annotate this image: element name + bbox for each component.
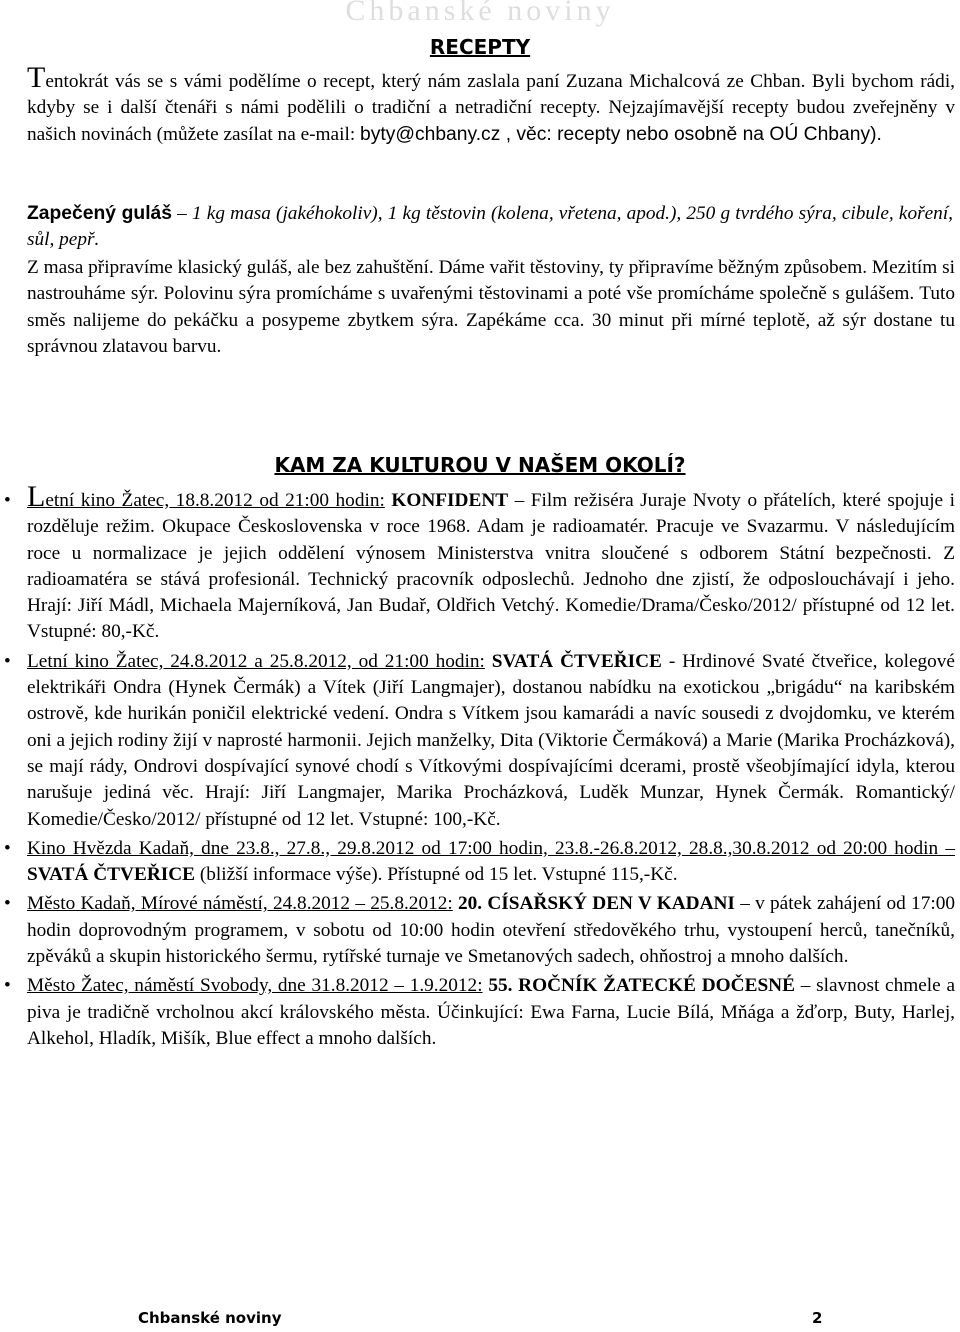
event-item — [0, 480, 960, 646]
event-title: SVATÁ ČTVEŘICE — [491, 650, 662, 672]
bullet: • — [4, 490, 11, 511]
event-title: SVATÁ ČTVEŘICE — [27, 864, 196, 886]
event-description: – Film režiséra Juraje Nvoty o přátelích, které spojuje i rozděluje režim. Okupace Československa v roce 1968. Adam je radioamatér. Pracuje ve Svazarmu. V následujícím roce u normalizace je jejich oddělení výnosem Ministerstva vnitra sloučené s odborem Státní bezpečnosti. Z radioamatéra se stává profesionál. Technický pracovník odposlechů. Jednoho dne zjistí, že odposlouchávají i jeho. Hrají: Jiří Mádl, Michaela Majerníková, Jan Budař, Oldřich Vetchý. Komedie/Drama/Česko/2012/ přístupné od 12 let. Vstupné: 80,-Kč. — [27, 490, 955, 643]
event-list — [0, 480, 960, 1052]
event-item — [0, 973, 960, 1052]
footer-title: Chbanské noviny — [138, 1309, 282, 1327]
recipe-method-text: Z masa připravíme klasický guláš, ale bez zahuštění. Dáme vařit těstoviny, ty připravíme běžným způsobem. Mezitím si nastrouháme sýr. Polovinu sýra promícháme s uvařenými těstovinami a poté vše promícháme společně s gulášem. Tuto směs nalijeme do pekáčku a posypeme zbytkem sýra. Zapékáme cca. 30 minut při mírné teplotě, až sýr dostane tu správnou zlatavou barvu. — [27, 257, 955, 357]
intro-contact: byty@chbany.cz , věc: recepty nebo osobně na OÚ Chbany). — [360, 123, 882, 145]
recipe-name: Zapečený guláš — [27, 203, 173, 224]
event-description: (bližší informace výše). Přístupné od 15 let. Vstupné 115,-Kč. — [195, 864, 678, 886]
event-venue: etní kino Žatec, 18.8.2012 od 21:00 hodin: — [45, 490, 385, 511]
page-footer — [0, 1309, 960, 1331]
bullet: • — [4, 837, 11, 859]
masthead: Chbanské noviny — [345, 0, 615, 27]
bullet: • — [4, 650, 11, 672]
event-venue: Kino Hvězda Kadaň, dne 23.8., 27.8., 29.8.2012 od 17:00 hodin, 23.8.-26.8.2012, 28.8.,30.8.2012 od 20:00 hodin – — [27, 837, 955, 859]
recipe-method — [27, 255, 955, 360]
event-title: 20. CÍSAŘSKÝ DEN V KADANI — [458, 893, 735, 915]
recipe-ingredients — [27, 201, 953, 254]
dropcap: T — [27, 61, 46, 94]
culture-heading: KAM ZA KULTUROU V NAŠEM OKOLÍ? — [274, 453, 686, 477]
event-venue: Letní kino Žatec, 24.8.2012 a 25.8.2012, od 21:00 hodin: — [27, 650, 485, 672]
event-item — [0, 649, 960, 833]
recipes-heading: RECEPTY — [429, 35, 531, 59]
page-number: 2 — [812, 1309, 823, 1327]
event-title: KONFIDENT — [391, 490, 509, 511]
intro-text: entokrát vás se s vámi podělíme o recept, který nám zaslala paní Zuzana Michalcová ze Chban. Byli bychom rádi, kdyby se i další čtenáři s námi podělili o tradiční a netradiční recepty. Nejzajímavější recepty budou zveřejněny v našich novinách (můžete zasílat na e-mail: — [27, 71, 955, 145]
event-item — [0, 836, 960, 889]
bullet: • — [4, 975, 11, 997]
recipe-ingredients-text: – 1 kg masa (jakéhokoliv), 1 kg těstovin (kolena, vřetena, apod.), 250 g tvrdého sýra, cibule, koření, sůl, pepř. — [27, 203, 953, 251]
bullet: • — [4, 893, 11, 915]
recipes-intro — [27, 61, 955, 148]
event-description: – v pátek zahájení od 17:00 hodin doprovodným programem, v sobotu od 10:00 hodin otevření středověkého trhu, vystoupení herců, tanečníků, zpěváků a skupin historického šermu, rytířské turnaje ve Smetanových sadech, ohňostroj a mnoho dalších. — [27, 893, 955, 968]
event-venue: Město Žatec, náměstí Svobody, dne 31.8.2012 – 1.9.2012: — [27, 975, 483, 997]
event-description: – slavnost chmele a piva je tradičně vrcholnou akcí královského města. Účinkující: Ewa Farna, Lucie Bílá, Mňága a žďorp, Buty, Harlej, Alkehol, Hladík, Mišík, Blue effect a mnoho dalších. — [27, 975, 956, 1049]
event-title: 55. ROČNÍK ŽATECKÉ DOČESNÉ — [488, 975, 795, 997]
event-description: - Hrdinové Svaté čtveřice, kolegové elektrikáři Ondra (Hynek Čermák) a Vítek (Jiří Langmajer), dostanou nabídku na exotickou „brigádu“ na karibském ostrově, kde hurikán poničil elektrické vedení. Ondra s Vítkem jsou kamarádi a navíc sousedi z dvojdomku, ve kterém oni a jejich rodiny žijí v naprosté harmonii. Jejich manželky, Dita (Viktorie Čermáková) a Marie (Marika Procházková), se mají rády, Ondrovi dospívající synové chodí s Vítkovými dospívajícími dcerami, prostě všeobjímající idyla, kterou narušuje jediná věc. Hrají: Jiří Langmajer, Marika Procházková, Luděk Munzar, Hynek Čermák. Romantický/ Komedie/Česko/2012/ přístupné od 12 let. Vstupné: 100,-Kč. — [27, 650, 955, 830]
event-venue: Město Kadaň, Mírové náměstí, 24.8.2012 – 25.8.2012: — [27, 893, 453, 915]
event-item — [0, 891, 960, 970]
dropcap: L — [27, 480, 46, 513]
